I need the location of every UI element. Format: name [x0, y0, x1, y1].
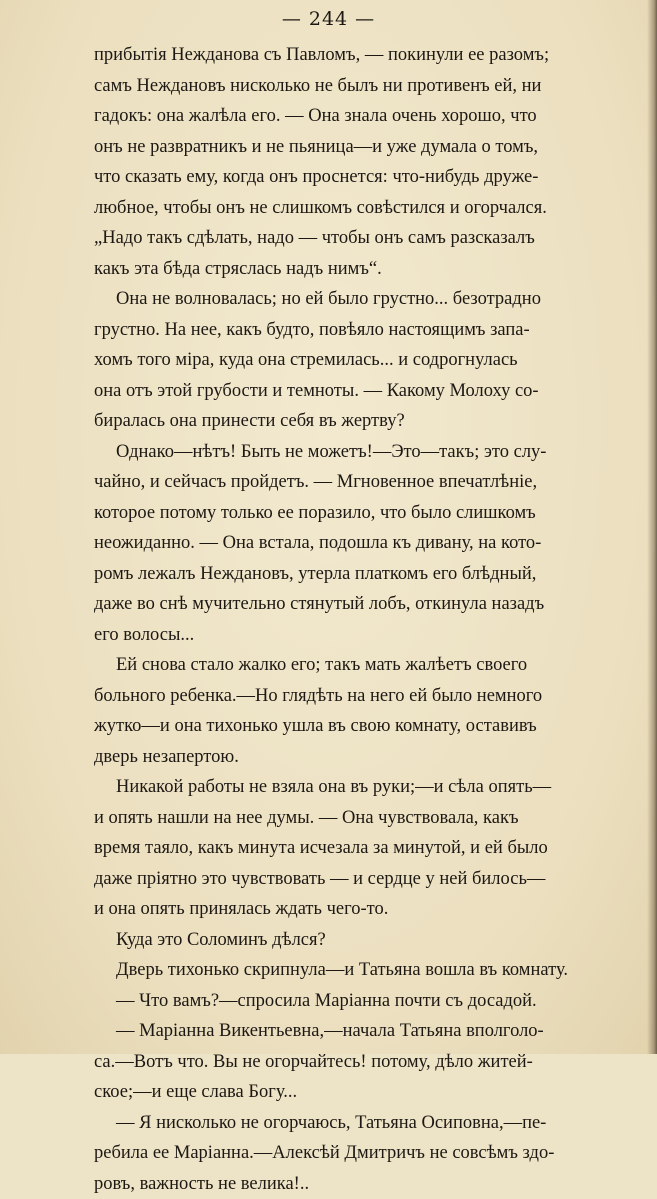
text-line: время таяло, какъ минута исчезала за минутой, и ей было — [94, 833, 653, 864]
text-line: жутко—и она тихонько ушла въ свою комнату, оставивъ — [94, 711, 653, 742]
text-line: ровъ, важность не велика!.. — [94, 1169, 653, 1199]
text-line: — Маріанна Викентьевна,—начала Татьяна вполголо- — [94, 1016, 653, 1047]
text-line: гадокъ: она жалѣла его. — Она знала очень хорошо, что — [94, 101, 653, 132]
text-line: самъ Неждановъ нисколько не былъ ни противенъ ей, ни — [94, 71, 653, 102]
text-line: даже во снѣ мучительно стянутый лобъ, откинула назадъ — [94, 589, 653, 620]
text-line: са.—Вотъ что. Вы не огорчайтесь! потому, дѣло житей- — [94, 1047, 653, 1078]
text-line: прибытія Нежданова съ Павломъ, — покинули ее разомъ; — [94, 40, 653, 71]
text-line: Ей снова стало жалко его; такъ мать жалѣетъ своего — [94, 650, 653, 681]
page-edge-shadow — [647, 0, 657, 1054]
text-line: ромъ лежалъ Неждановъ, утерла платкомъ его блѣдный, — [94, 559, 653, 590]
text-line: и она опять принялась ждать чего-то. — [94, 894, 653, 925]
text-line: — Что вамъ?—спросила Маріанна почти съ досадой. — [94, 986, 653, 1017]
text-line: она отъ этой грубости и темноты. — Какому Молоху со- — [94, 376, 653, 407]
text-line: даже пріятно это чувствовать — и сердце у ней билось— — [94, 864, 653, 895]
text-line: дверь незапертою. — [94, 742, 653, 773]
text-line: Дверь тихонько скрипнула—и Татьяна вошла въ комнату. — [94, 955, 653, 986]
text-line: ребила ее Маріанна.—Алексѣй Дмитричъ не совсѣмъ здо- — [94, 1138, 653, 1169]
text-line: что сказать ему, когда онъ проснется: что-нибудь друже- — [94, 162, 653, 193]
text-line: неожиданно. — Она встала, подошла къ дивану, на кото- — [94, 528, 653, 559]
text-line: которое потому только ее поразило, что было слишкомъ — [94, 498, 653, 529]
text-line: Никакой работы не взяла она въ руки;—и сѣла опять— — [94, 772, 653, 803]
text-line: биралась она принести себя въ жертву? — [94, 406, 653, 437]
text-line: какъ эта бѣда стряслась надъ нимъ“. — [94, 254, 653, 285]
page-number: — 244 — — [0, 8, 657, 30]
text-line: больного ребенка.—Но глядѣть на него ей было немного — [94, 681, 653, 712]
text-line: чайно, и сейчасъ пройдетъ. — Мгновенное впечатлѣніе, — [94, 467, 653, 498]
text-line: и опять нашли на нее думы. — Она чувствовала, какъ — [94, 803, 653, 834]
text-line: — Я нисколько не огорчаюсь, Татьяна Осиповна,—пе- — [94, 1108, 653, 1139]
text-line: Однако—нѣтъ! Быть не можетъ!—Это—такъ; это слу- — [94, 437, 653, 468]
text-line: грустно. На нее, какъ будто, повѣяло настоящимъ запа- — [94, 315, 653, 346]
text-line: хомъ того міра, куда она стремилась... и содрогнулась — [94, 345, 653, 376]
text-line: „Надо такъ сдѣлать, надо — чтобы онъ самъ разсказалъ — [94, 223, 653, 254]
text-line: ское;—и еще слава Богу... — [94, 1077, 653, 1108]
text-line: его волосы... — [94, 620, 653, 651]
text-line: Куда это Соломинъ дѣлся? — [94, 925, 653, 956]
text-line: любное, чтобы онъ не слишкомъ совѣстился и огорчался. — [94, 193, 653, 224]
text-line: Она не волновалась; но ей было грустно... безотрадно — [94, 284, 653, 315]
text-line: онъ не развратникъ и не пьяница—и уже думала о томъ, — [94, 132, 653, 163]
body-text — [94, 40, 653, 1199]
